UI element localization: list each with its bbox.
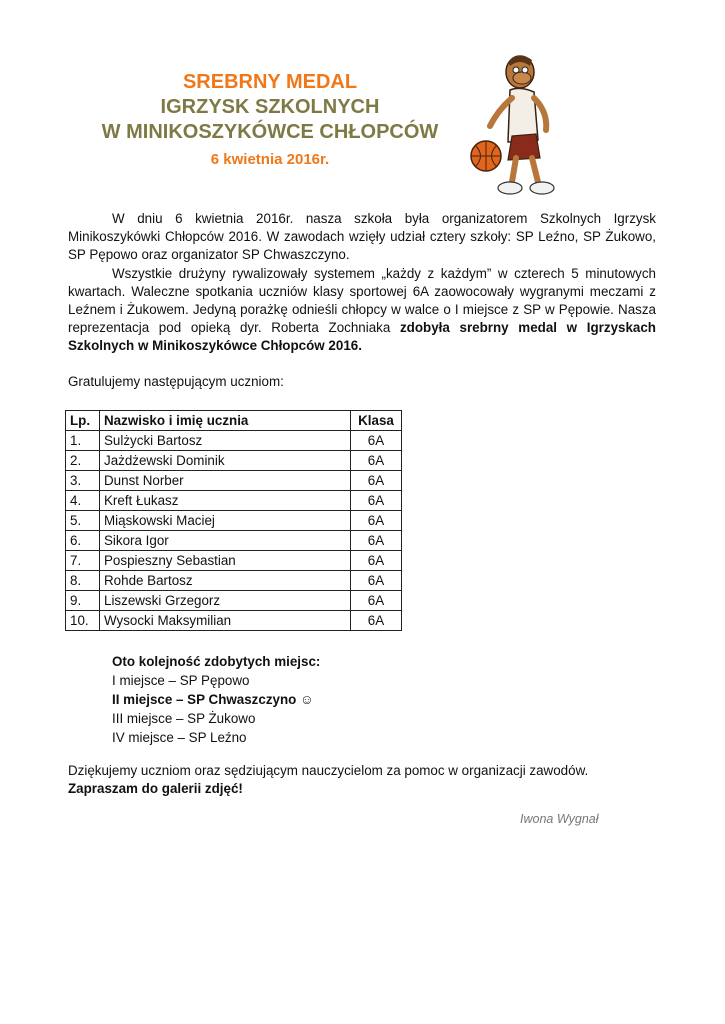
title-line-2: IGRZYSK SZKOLNYCH [160, 96, 380, 118]
document-title [60, 70, 480, 172]
article-body [68, 210, 656, 356]
author-signature: Iwona Wygnał [520, 812, 599, 826]
table-header-row [66, 411, 402, 431]
cell-name: Sulżycki Bartosz [100, 431, 351, 451]
students-table [65, 410, 402, 631]
table-row [66, 431, 402, 451]
paragraph-results-highlight: zdobyła srebrny medal w Igrzyskach Szkolnych w Minikoszykówce Chłopców 2016. [68, 320, 656, 354]
cell-lp: 5. [66, 511, 100, 531]
cell-name: Miąskowski Maciej [100, 511, 351, 531]
cell-klasa: 6A [351, 491, 402, 511]
cell-klasa: 6A [351, 451, 402, 471]
cell-lp: 1. [66, 431, 100, 451]
ranking-title: Oto kolejność zdobytych miejsc: [112, 654, 321, 669]
cell-name: Rohde Bartosz [100, 571, 351, 591]
cell-lp: 6. [66, 531, 100, 551]
header-lp: Lp. [66, 411, 100, 431]
gallery-invite: Zapraszam do galerii zdjęć! [68, 781, 243, 796]
cell-lp: 8. [66, 571, 100, 591]
ranking-place-4: IV miejsce – SP Leźno [112, 730, 247, 745]
cell-lp: 9. [66, 591, 100, 611]
header-klasa: Klasa [351, 411, 402, 431]
cell-klasa: 6A [351, 571, 402, 591]
table-row [66, 591, 402, 611]
cell-name: Sikora Igor [100, 531, 351, 551]
cell-lp: 10. [66, 611, 100, 631]
ranking-place-3: III miejsce – SP Żukowo [112, 711, 256, 726]
congratulations-line: Gratulujemy następującym uczniom: [68, 374, 284, 389]
cell-name: Wysocki Maksymilian [100, 611, 351, 631]
cell-klasa: 6A [351, 591, 402, 611]
ranking-place-1: I miejsce – SP Pępowo [112, 673, 250, 688]
thanks-line: Dziękujemy uczniom oraz sędziującym nauczycielom za pomoc w organizacji zawodów. [68, 763, 589, 778]
ranking-place-2: II miejsce – SP Chwaszczyno ☺ [112, 692, 314, 707]
table-row [66, 571, 402, 591]
table-row [66, 491, 402, 511]
cell-name: Pospieszny Sebastian [100, 551, 351, 571]
event-date: 6 kwietnia 2016r. [210, 151, 330, 168]
cell-lp: 4. [66, 491, 100, 511]
cell-klasa: 6A [351, 611, 402, 631]
table-row [66, 451, 402, 471]
cell-klasa: 6A [351, 531, 402, 551]
paragraph-results-text: Wszystkie drużyny rywalizowały systemem „każdy z każdym” w czterech 5 minutowych kwartach. Waleczne spotkania uczniów klasy sportowej 6A zaowocowały wygranymi meczami z Leźnem i Żukowem. Jedyną porażkę odnieśli chłopcy w walce o I miejsce z SP w Pępowie. Nasza reprezentacja pod opieką dyr. Roberta Zochniaka [68, 265, 656, 336]
cell-name: Kreft Łukasz [100, 491, 351, 511]
table-row [66, 511, 402, 531]
title-line-3: W MINIKOSZYKÓWCE CHŁOPCÓW [101, 121, 439, 143]
title-line-1: SREBRNY MEDAL [182, 71, 358, 93]
cell-klasa: 6A [351, 511, 402, 531]
cell-klasa: 6A [351, 471, 402, 491]
paragraph-results [68, 265, 656, 356]
header-name: Nazwisko i imię ucznia [100, 411, 351, 431]
table-row [66, 551, 402, 571]
cell-lp: 3. [66, 471, 100, 491]
cell-lp: 7. [66, 551, 100, 571]
closing-section [68, 762, 588, 798]
cell-name: Liszewski Grzegorz [100, 591, 351, 611]
ranking-list [112, 652, 320, 747]
cell-klasa: 6A [351, 551, 402, 571]
cell-klasa: 6A [351, 431, 402, 451]
table-row [66, 611, 402, 631]
paragraph-intro: W dniu 6 kwietnia 2016r. nasza szkoła była organizatorem Szkolnych Igrzysk Minikoszykówki Chłopców 2016. W zawodach wzięły udział cztery szkoły: SP Leźno, SP Żukowo, SP Pępowo oraz organizator SP Chwaszczyno. [68, 211, 656, 263]
basketball-player-illustration [464, 50, 584, 200]
cell-name: Jażdżewski Dominik [100, 451, 351, 471]
table-row [66, 471, 402, 491]
cell-lp: 2. [66, 451, 100, 471]
table-row [66, 531, 402, 551]
cell-name: Dunst Norber [100, 471, 351, 491]
